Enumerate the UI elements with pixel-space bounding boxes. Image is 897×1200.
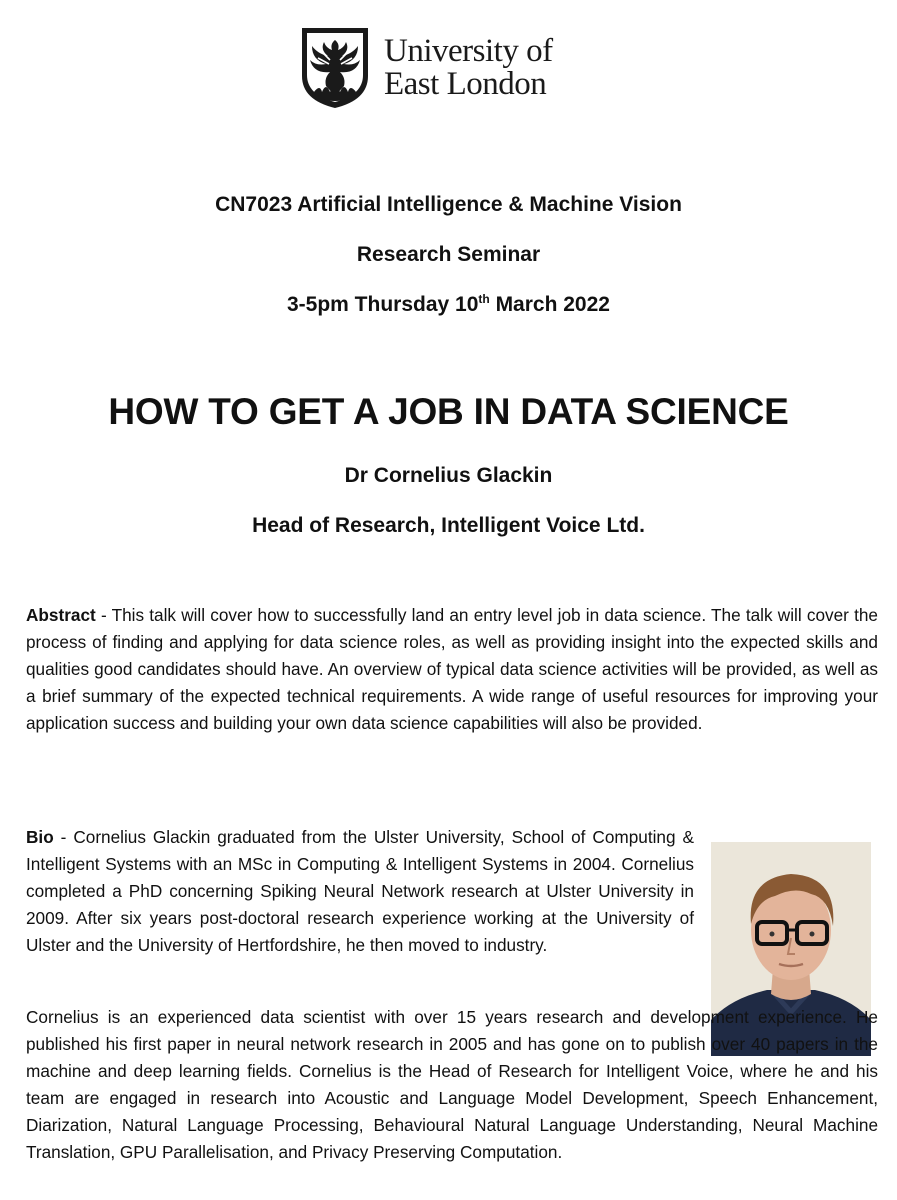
phoenix-crest-icon — [300, 26, 370, 110]
bio-paragraph-2 — [26, 1004, 878, 1166]
event-time-ordinal: th — [478, 292, 490, 306]
speaker-name: Dr Cornelius Glackin — [344, 464, 553, 487]
event-type: Research Seminar — [356, 243, 541, 266]
abstract-text: - This talk will cover how to successfully land an entry level job in data science. The talk will cover the process of finding and applying for data science roles, as well as providing insight into the expected skills and qualities good candidates should have. An overview of typical data science activities will be provided, as well as a brief summary of the expected technical requirements. A wide range of useful resources for improving your application success and building your own data science capabilities will also be provided. — [26, 605, 878, 733]
event-time-suffix: March 2022 — [489, 293, 610, 316]
bio-paragraph — [26, 824, 694, 959]
university-logo — [300, 26, 553, 110]
bio-label: Bio — [26, 827, 54, 847]
event-time-prefix: 3-5pm Thursday 10 — [287, 293, 479, 316]
abstract-paragraph — [26, 602, 878, 737]
event-time — [0, 292, 897, 318]
university-name-line1: University of — [384, 33, 553, 69]
university-name-line2: East London — [384, 66, 547, 102]
abstract-label: Abstract — [26, 605, 96, 625]
bio-text-2: Cornelius is an experienced data scientist with over 15 years research and development experience. He published his first paper in neural network research in 2005 and has gone on to publish over 40 papers in the machine and deep learning fields. Cornelius is the Head of Research for Intelligent Voice, where he and his team are engaged in research into Acoustic and Language Model Development, Speech Enhancement, Diarization, Natural Language Processing, Behavioural Natural Language Understanding, Neural Machine Translation, GPU Parallelisation, and Privacy Preserving Computation. — [26, 1007, 878, 1162]
talk-title: HOW TO GET A JOB IN DATA SCIENCE — [108, 391, 789, 432]
module-title: CN7023 Artificial Intelligence & Machine Vision — [215, 193, 682, 216]
speaker-role: Head of Research, Intelligent Voice Ltd. — [252, 514, 645, 537]
university-name — [384, 35, 553, 101]
bio-text: - Cornelius Glackin graduated from the Ulster University, School of Computing & Intelligent Systems with an MSc in Computing & Intelligent Systems in 2004. Cornelius completed a PhD concerning Spiking Neural Network research at Ulster University in 2009. After six years post-doctoral research experience working at the University of Ulster and the University of Hertfordshire, he then moved to industry. — [26, 827, 694, 955]
